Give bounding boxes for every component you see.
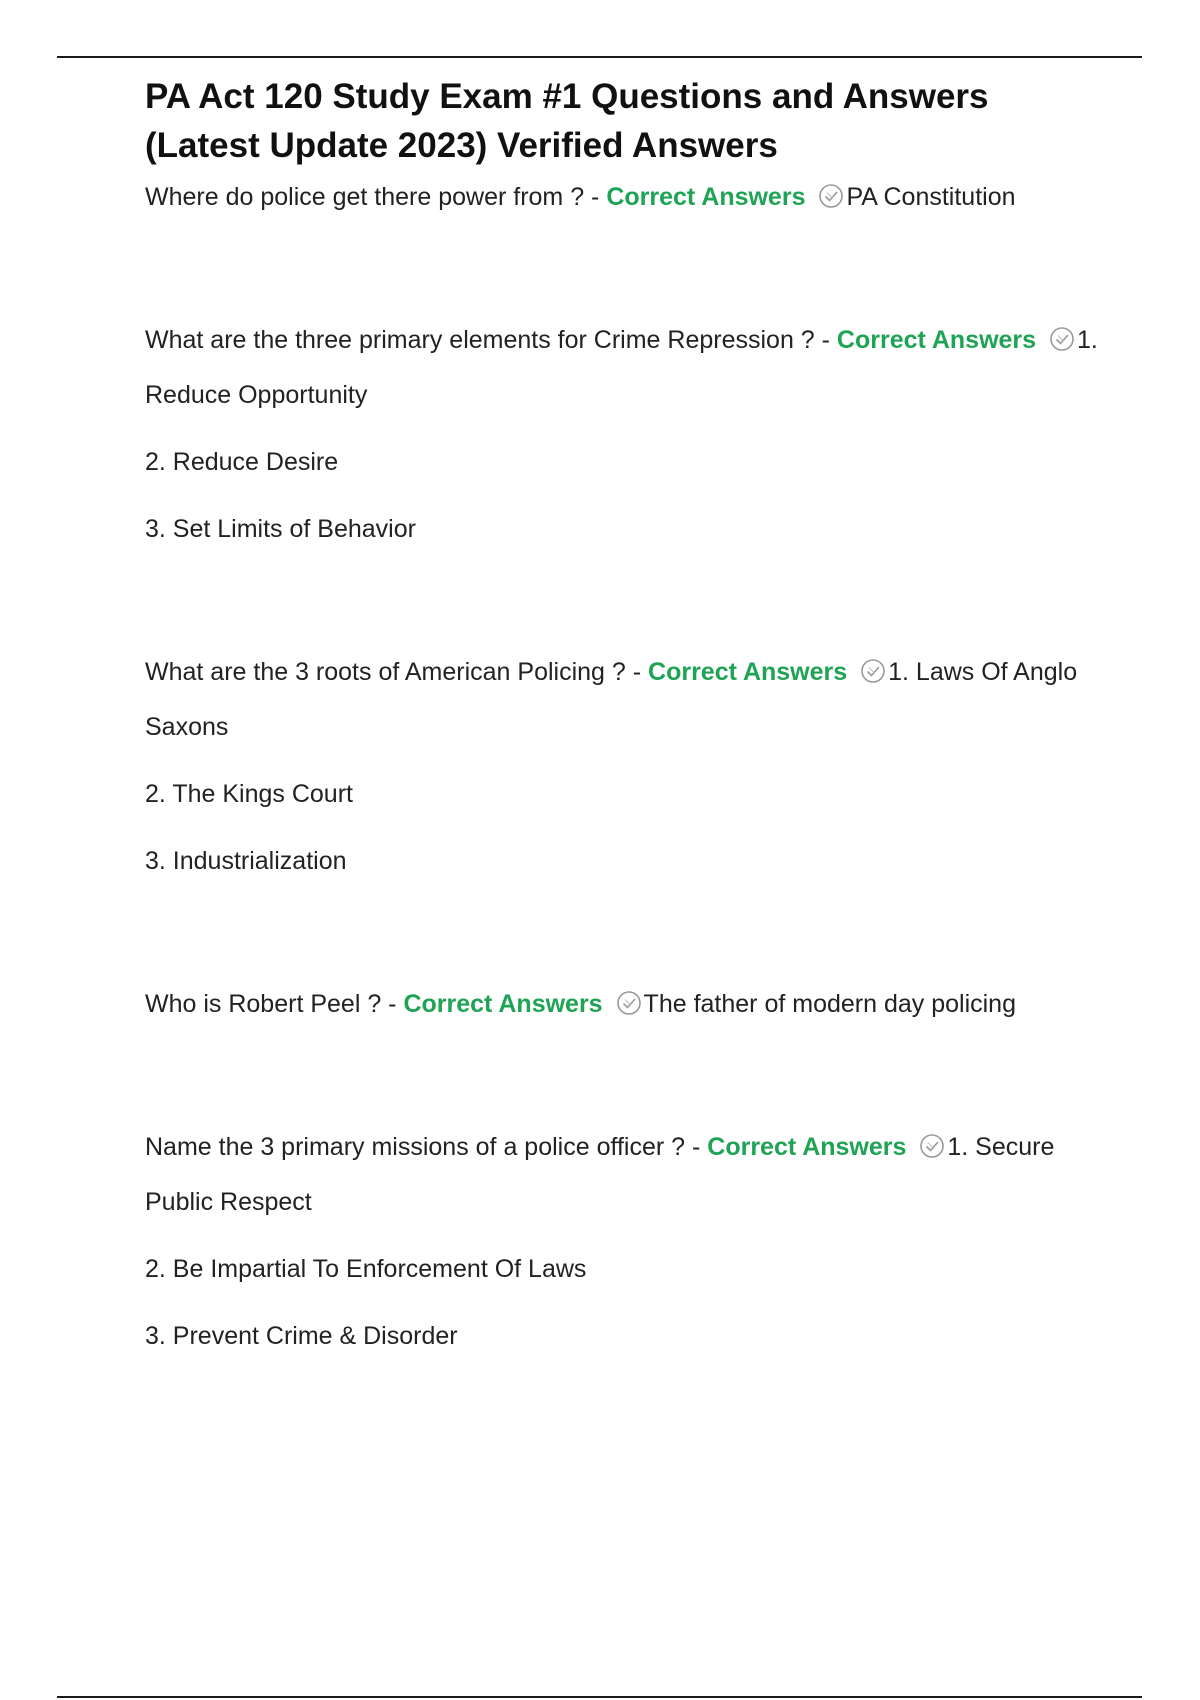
qa-block (145, 313, 1105, 557)
answer-item: 2. The Kings Court (145, 780, 353, 808)
answer-item: 2. Be Impartial To Enforcement Of Laws (145, 1255, 587, 1283)
check-circle-icon (1049, 326, 1075, 352)
question-text: Name the 3 primary missions of a police officer ? - (145, 1133, 708, 1161)
document-body (145, 72, 1105, 1364)
qa-block (145, 1120, 1105, 1364)
check-circle-icon (919, 1133, 945, 1159)
answer-label: Correct Answers (648, 658, 848, 686)
answer-item: 3. Industrialization (145, 847, 347, 875)
top-divider (57, 56, 1142, 58)
question-line (145, 645, 1105, 755)
answer-text: 1. Secure Public Respect (145, 1133, 1055, 1216)
answer-text: 1. Reduce Opportunity (145, 326, 1098, 409)
qa-block (145, 977, 1105, 1032)
check-circle-icon (818, 183, 844, 209)
answer-item: 3. Set Limits of Behavior (145, 515, 416, 543)
answer-item: 2. Reduce Desire (145, 448, 339, 476)
bottom-divider (57, 1696, 1142, 1698)
answer-text: 1. Laws Of Anglo Saxons (145, 658, 1078, 741)
answer-label: Correct Answers (707, 1133, 907, 1161)
answer-label: Correct Answers (403, 990, 603, 1018)
question-line (145, 170, 1105, 225)
answer-text: PA Constitution (846, 183, 1016, 211)
question-line (145, 1120, 1105, 1230)
question-line (145, 977, 1105, 1032)
qa-block (145, 645, 1105, 889)
check-circle-icon (860, 658, 886, 684)
answer-label: Correct Answers (606, 183, 806, 211)
question-text: What are the 3 roots of American Policing ? - (145, 658, 649, 686)
question-line (145, 313, 1105, 423)
question-text: What are the three primary elements for Crime Repression ? - (145, 326, 837, 354)
answer-text: The father of modern day policing (643, 990, 1016, 1018)
answer-item: 3. Prevent Crime & Disorder (145, 1322, 458, 1350)
document-title: PA Act 120 Study Exam #1 Questions and Answers (Latest Update 2023) Verified Answers (145, 77, 989, 165)
check-circle-icon (616, 990, 642, 1016)
question-text: Who is Robert Peel ? - (145, 990, 404, 1018)
qa-block (145, 170, 1105, 225)
question-text: Where do police get there power from ? - (145, 183, 607, 211)
answer-label: Correct Answers (836, 326, 1037, 354)
